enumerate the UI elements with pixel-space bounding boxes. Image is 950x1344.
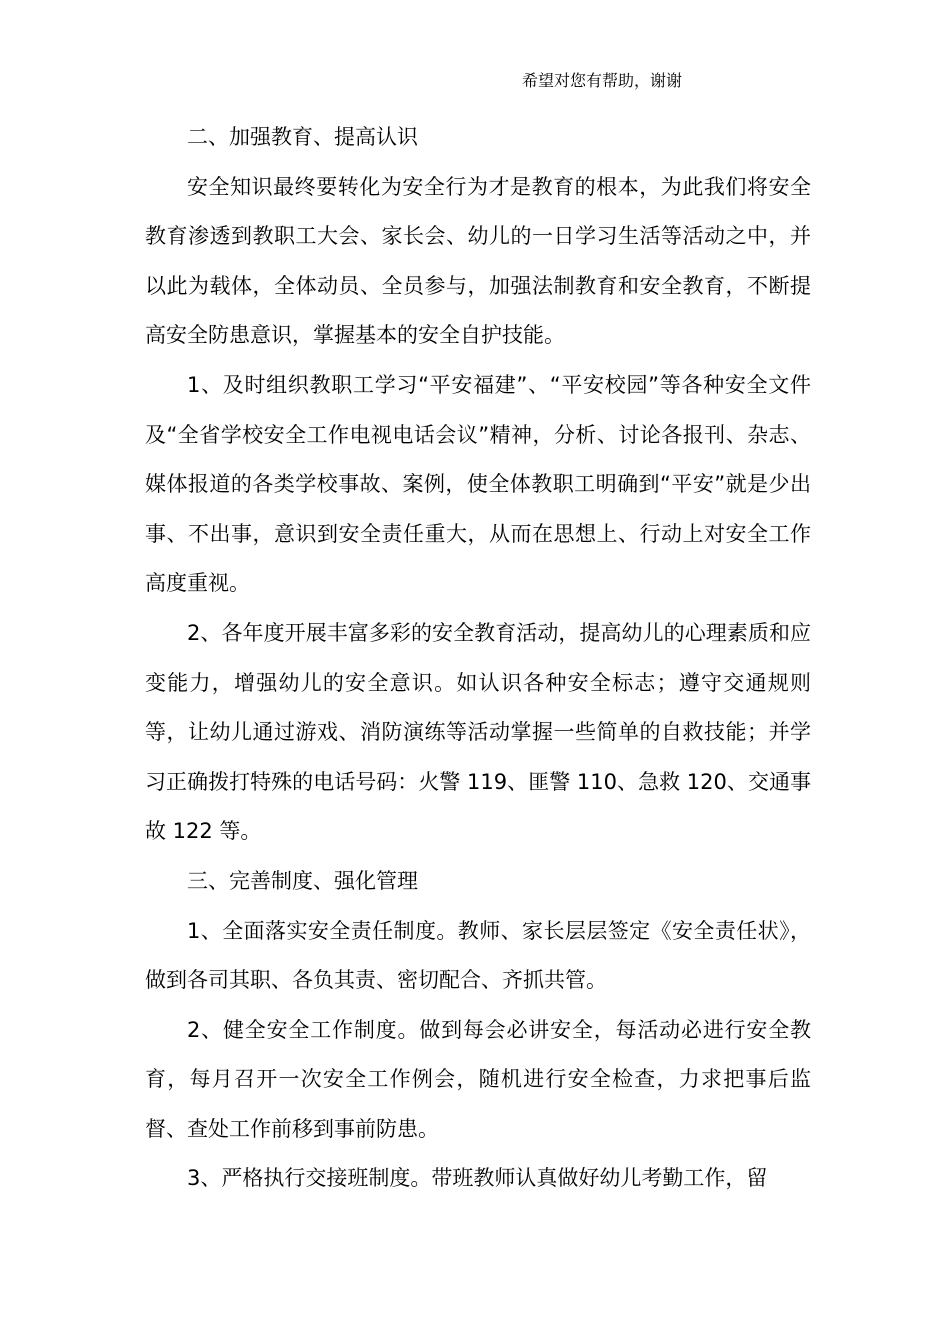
section-heading-2: 二、加强教育、提高认识 [187,125,418,149]
paragraph-intro: 安全知识最终要转化为安全行为才是教育的根本，为此我们将安全教育渗透到教职工大会、家长会、幼儿的一日学习生活等活动之中，并以此为载体，全体动员、全员参与，加强法制教育和安全教育，不断提高安全防患意识，掌握基本的安全自护技能。 [145,174,811,348]
paragraph-rule-2: 2、健全安全工作制度。做到每会必讲安全，每活动必进行安全教育，每月召开一次安全工作例会，随机进行安全检查，力求把事后监督、查处工作前移到事前防患。 [145,1017,811,1141]
paragraph-item-2: 2、各年度开展丰富多彩的安全教育活动，提高幼儿的心理素质和应变能力，增强幼儿的安全意识。如认识各种安全标志；遵守交通规则等，让幼儿通过游戏、消防演练等活动掌握一些简单的自救技能；并学习正确拨打特殊的电话号码：火警 119、匪警 110、急救 120、交通事故 122 等。 [145,620,811,844]
header-note: 希望对您有帮助，谢谢 [522,71,683,90]
paragraph-rule-3: 3、严格执行交接班制度。带班教师认真做好幼儿考勤工作，留 [187,1166,768,1191]
paragraph-item-1: 1、及时组织教职工学习“平安福建”、“平安校园”等各种安全文件及“全省学校安全工作电视电话会议”精神，分析、讨论各报刊、杂志、媒体报道的各类学校事故、案例，使全体教职工明确到“平安”就是少出事、不出事，意识到安全责任重大，从而在思想上、行动上对安全工作高度重视。 [145,372,811,596]
document-body [145,113,811,1204]
section-heading-3: 三、完善制度、强化管理 [187,868,418,893]
paragraph-rule-1: 1、全面落实安全责任制度。教师、家长层层签定《安全责任状》，做到各司其职、各负其责、密切配合、齐抓共管。 [145,918,811,993]
